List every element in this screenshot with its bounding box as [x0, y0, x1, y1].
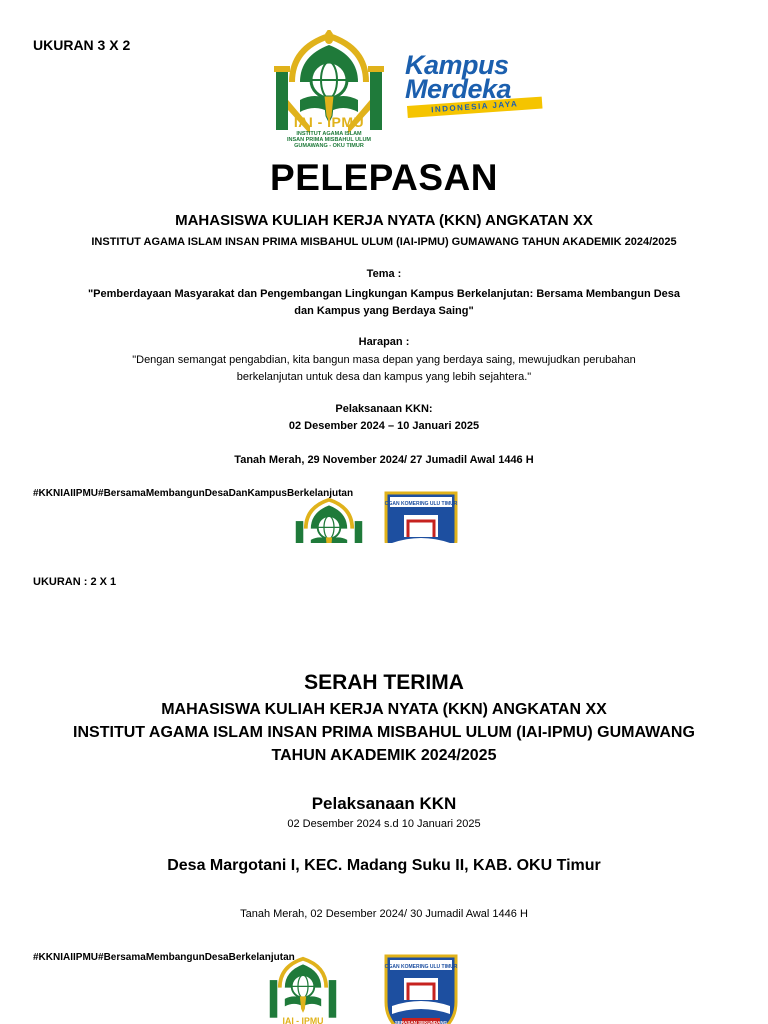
- size-label-2: UKURAN : 2 X 1: [33, 576, 117, 588]
- place-date: Tanah Merah, 29 November 2024/ 27 Jumadil Awal 1446 H: [234, 454, 534, 466]
- iai-ipmu-line2: INSAN PRIMA MISBAHUL ULUM: [286, 137, 372, 143]
- hashtag-2: #KKNIAIIPMU#BersamaMembangunDesaBerkelanjutan: [33, 952, 295, 963]
- harapan-label: Harapan :: [358, 336, 410, 348]
- pelaksanaan-date: 02 Desember 2024 – 10 Januari 2025: [288, 420, 480, 432]
- page-title: PELEPASAN: [270, 157, 498, 198]
- harapan-text: "Dengan semangat pengabdian, kita bangun masa depan yang berdaya saing, mewujudkan perubahan berkelanjutan untuk desa dan kampus yang lebih sejahtera.": [132, 354, 636, 383]
- iai-ipmu-wordmark: IAI - IPMU: [293, 114, 365, 130]
- oku-timur-crest-small: [382, 489, 460, 543]
- iai-ipmu-logo-small: [292, 496, 366, 543]
- iai-ipmu-line1: INSTITUT AGAMA ISLAM: [296, 131, 362, 137]
- pelaksanaan-label: Pelaksanaan KKN:: [335, 403, 433, 415]
- place-date-2: Tanah Merah, 02 Desember 2024/ 30 Jumadil Awal 1446 H: [240, 908, 528, 920]
- pelaksanaan-date-2: 02 Desember 2024 s.d 10 Januari 2025: [287, 818, 481, 830]
- hashtag: #KKNIAIIPMU#BersamaMembangunDesaDanKampusBerkelanjutan: [33, 488, 354, 499]
- kampus-word: Kampus: [405, 50, 509, 80]
- location: Desa Margotani I, KEC. Madang Suku II, KAB. OKU Timur: [167, 857, 601, 874]
- merdeka-word: Merdeka: [405, 74, 512, 104]
- subtitle-year-2: TAHUN AKADEMIK 2024/2025: [271, 747, 497, 764]
- iai-ipmu-logo: [270, 30, 388, 148]
- subtitle-main-2: MAHASISWA KULIAH KERJA NYATA (KKN) ANGKATAN XX: [161, 701, 607, 718]
- oku-timur-crest-small-2: [382, 952, 460, 1024]
- subtitle-institution: INSTITUT AGAMA ISLAM INSAN PRIMA MISBAHUL ULUM (IAI-IPMU) GUMAWANG TAHUN AKADEMIK 2024/2025: [91, 236, 677, 248]
- tema-text: "Pemberdayaan Masyarakat dan Pengembangan Lingkungan Kampus Berkelanjutan: Bersama Membangun Desa dan Kampus yang Berdaya Saing": [87, 288, 681, 317]
- svg-text:OGAN KOMERING ULU TIMUR: OGAN KOMERING ULU TIMUR: [384, 964, 458, 970]
- title-serah-terima: SERAH TERIMA: [304, 671, 464, 694]
- svg-text:SERASAN SEKUNDANG: SERASAN SEKUNDANG: [394, 1020, 448, 1024]
- tema-label: Tema :: [366, 268, 402, 280]
- iai-ipmu-logo-small-2: [266, 955, 340, 1024]
- kampus-tagline: INDONESIA JAYA: [430, 99, 519, 115]
- kampus-merdeka-logo: [403, 50, 548, 128]
- size-label: UKURAN 3 X 2: [33, 37, 131, 53]
- svg-text:OGAN KOMERING ULU TIMUR: OGAN KOMERING ULU TIMUR: [384, 501, 458, 507]
- svg-text:IAI - IPMU: IAI - IPMU: [282, 1015, 324, 1024]
- pelaksanaan-label-2: Pelaksanaan KKN: [311, 794, 457, 813]
- subtitle-main: MAHASISWA KULIAH KERJA NYATA (KKN) ANGKATAN XX: [175, 212, 593, 229]
- subtitle-institution-2: INSTITUT AGAMA ISLAM INSAN PRIMA MISBAHUL ULUM (IAI-IPMU) GUMAWANG: [73, 724, 695, 741]
- iai-ipmu-line3: GUMAWANG - OKU TIMUR: [294, 143, 364, 149]
